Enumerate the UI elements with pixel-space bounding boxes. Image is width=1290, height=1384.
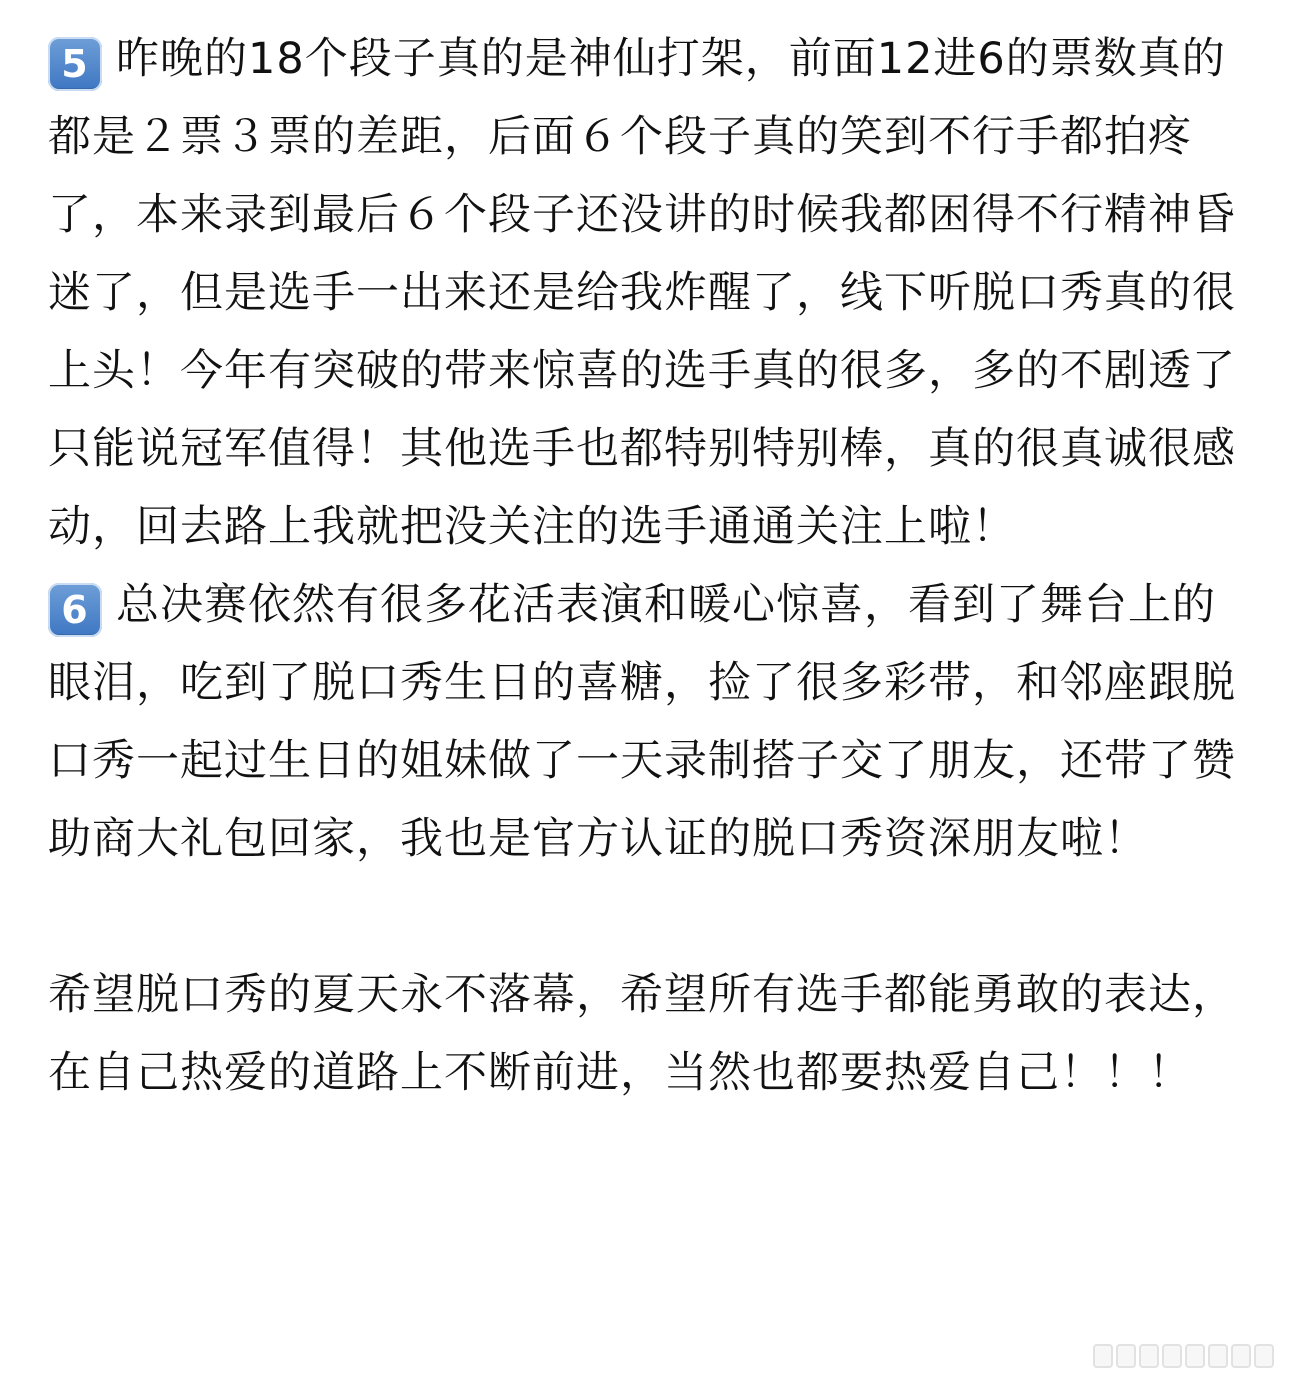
keycap-6-icon: 6: [48, 583, 102, 637]
watermark-mark-icon: [1231, 1344, 1251, 1368]
paragraph-item-5-text: 昨晚的18个段子真的是神仙打架，前面12进6的票数真的都是２票３票的差距，后面６个段子真的笑到不行手都拍疼了，本来录到最后６个段子还没讲的时候我都困得不行精神昏迷了，但是选手一出来还是给我炸醒了，线下听脱口秀真的很上头！今年有突破的带来惊喜的选手真的很多，多的不剧透了只能说冠军值得！其他选手也都特别特别棒，真的很真诚很感动，回去路上我就把没关注的选手通通关注上啦！: [48, 34, 1236, 552]
watermark-mark-icon: [1162, 1344, 1182, 1368]
closing-paragraph: 希望脱口秀的夏天永不落幕，希望所有选手都能勇敢的表达，在自己热爱的道路上不断前进，当然也都要热爱自己！！！: [48, 970, 1236, 1098]
watermark-mark-icon: [1139, 1344, 1159, 1368]
paragraph-item-6-text: 总决赛依然有很多花活表演和暖心惊喜，看到了舞台上的眼泪，吃到了脱口秀生日的喜糖，捡了很多彩带，和邻座跟脱口秀一起过生日的姐妹做了一天录制搭子交了朋友，还带了赞助商大礼包回家，我也是官方认证的脱口秀资深朋友啦！: [48, 580, 1236, 864]
watermark-mark-icon: [1116, 1344, 1136, 1368]
paragraph-item-6: [48, 566, 1244, 878]
paragraph-item-5: [48, 20, 1244, 566]
watermark-mark-icon: [1185, 1344, 1205, 1368]
post-body: [48, 20, 1244, 1112]
watermark-mark-icon: [1208, 1344, 1228, 1368]
blank-line: [48, 878, 1244, 956]
watermark-mark-icon: [1093, 1344, 1113, 1368]
keycap-5-icon: 5: [48, 37, 102, 91]
watermark-mark-icon: [1254, 1344, 1274, 1368]
watermark: [1093, 1344, 1274, 1368]
